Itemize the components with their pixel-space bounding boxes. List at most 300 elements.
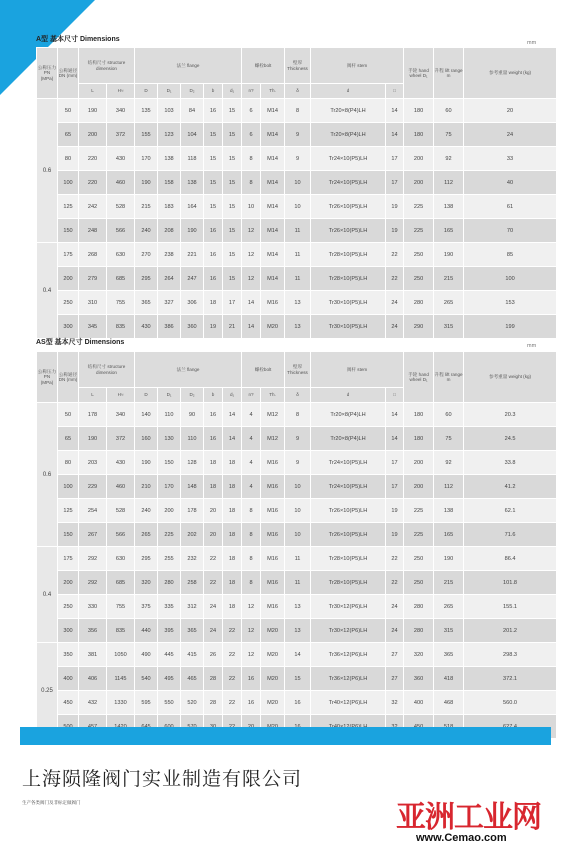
table-cell: 90	[181, 403, 204, 427]
table-cell: 9	[285, 123, 311, 147]
table-cell: 520	[181, 691, 204, 715]
table-cell: 20	[204, 523, 223, 547]
table-as	[36, 351, 557, 739]
table-row	[37, 499, 557, 523]
table-cell: M16	[261, 571, 285, 595]
table-cell: 20	[204, 499, 223, 523]
table-cell: 190	[434, 547, 464, 571]
table-cell: 170	[158, 475, 181, 499]
table-cell: 265	[434, 595, 464, 619]
site-logo: 亚洲工业网	[396, 800, 541, 835]
table-cell: 630	[107, 243, 135, 267]
table-cell: Tr30×10(P5)LH	[311, 291, 386, 315]
table-cell: 306	[181, 291, 204, 315]
table-cell: 220	[79, 147, 107, 171]
table-cell: 28	[204, 667, 223, 691]
table-cell: 15	[204, 195, 223, 219]
table-cell: 19	[386, 219, 404, 243]
table-cell: Tr30×12(P6)LH	[311, 619, 386, 643]
table-cell: 215	[434, 267, 464, 291]
header-weight: 参考重量 weight (kg)	[464, 48, 557, 99]
table-cell: 200	[58, 571, 79, 595]
table-cell: 18	[204, 475, 223, 499]
table-row	[37, 147, 557, 171]
table-cell: 8	[285, 403, 311, 427]
table-cell: 17	[386, 475, 404, 499]
table-cell: 9	[285, 451, 311, 475]
table-cell: 200	[404, 171, 434, 195]
table-cell: 150	[58, 523, 79, 547]
table-cell: M14	[261, 267, 285, 291]
table-cell: 22	[386, 571, 404, 595]
table-cell: 160	[135, 427, 158, 451]
table-cell: Tr20×8(P4)LH	[311, 403, 386, 427]
company-name: 上海陨隆阀门实业制造有限公司	[22, 768, 303, 790]
table-cell: 10	[285, 171, 311, 195]
subheader-cell: □	[386, 84, 404, 99]
table-cell: 16	[204, 243, 223, 267]
table-cell: 254	[79, 499, 107, 523]
table-cell: 330	[79, 595, 107, 619]
table-row	[37, 547, 557, 571]
table-cell: 14	[223, 403, 242, 427]
header-dn: 公称通径 DN (mm)	[58, 48, 79, 99]
table-cell: 381	[79, 643, 107, 667]
subheader-cell: H≈	[107, 84, 135, 99]
table-cell: M20	[261, 691, 285, 715]
table-row	[37, 619, 557, 643]
table-cell: 208	[158, 219, 181, 243]
table-cell: 15	[223, 123, 242, 147]
table-cell: 300	[58, 619, 79, 643]
table-cell: 148	[181, 475, 204, 499]
table-cell: 27	[386, 643, 404, 667]
table-cell: 200	[404, 147, 434, 171]
table-row	[37, 427, 557, 451]
table-cell: 180	[404, 403, 434, 427]
subheader-cell: D₁	[158, 84, 181, 99]
table-cell: 40	[464, 171, 557, 195]
table-cell: 138	[158, 147, 181, 171]
table-cell: 125	[58, 195, 79, 219]
table-a-unit: mm	[527, 40, 537, 46]
table-cell: 432	[79, 691, 107, 715]
table-cell: 22	[204, 547, 223, 571]
table-cell: 460	[107, 475, 135, 499]
table-cell: 19	[386, 195, 404, 219]
table-cell: 125	[58, 499, 79, 523]
table-cell: 14	[386, 123, 404, 147]
table-cell: 630	[107, 547, 135, 571]
table-cell: 75	[434, 427, 464, 451]
header-bolt: 螺栓bolt	[242, 352, 285, 388]
table-cell: 13	[285, 619, 311, 643]
table-cell: 75	[434, 123, 464, 147]
table-cell: Tr26×10(P5)LH	[311, 499, 386, 523]
table-cell: M14	[261, 147, 285, 171]
table-cell: 248	[79, 219, 107, 243]
table-cell: 11	[285, 571, 311, 595]
table-cell: M14	[261, 99, 285, 123]
table-cell: M16	[261, 291, 285, 315]
table-cell: 468	[434, 691, 464, 715]
header-range: 升程 lift range m	[434, 48, 464, 99]
table-cell: 60	[434, 403, 464, 427]
table-cell: 225	[404, 219, 434, 243]
table-cell: 138	[181, 171, 204, 195]
company-subtitle: 生产各类阀门及非标定做阀门	[22, 800, 81, 805]
table-cell: 12	[242, 243, 261, 267]
table-row	[37, 595, 557, 619]
table-cell: M14	[261, 195, 285, 219]
table-cell: 201.2	[464, 619, 557, 643]
table-cell: 295	[135, 547, 158, 571]
header-structure: 结构尺寸 structure dimension	[79, 352, 135, 388]
table-cell: 350	[58, 643, 79, 667]
table-cell: M20	[261, 315, 285, 339]
table-cell: 24	[204, 595, 223, 619]
table-cell: 221	[181, 243, 204, 267]
table-cell: 16	[204, 403, 223, 427]
table-cell: Tr20×8(P4)LH	[311, 427, 386, 451]
table-cell: 10	[285, 475, 311, 499]
table-cell: 265	[434, 291, 464, 315]
subheader-cell: H≈	[107, 388, 135, 403]
table-cell: 15	[285, 667, 311, 691]
table-cell: Tr40×12(P6)LH	[311, 691, 386, 715]
table-cell: 372	[107, 427, 135, 451]
table-cell: Tr28×10(P5)LH	[311, 571, 386, 595]
table-cell: 33	[464, 147, 557, 171]
table-cell: 190	[135, 171, 158, 195]
table-cell: 15	[204, 171, 223, 195]
table-cell: 100	[58, 475, 79, 499]
table-cell: 345	[79, 315, 107, 339]
table-cell: Tr24×10(P5)LH	[311, 451, 386, 475]
table-cell: Tr24×10(P5)LH	[311, 171, 386, 195]
table-cell: 18	[223, 499, 242, 523]
table-cell: 835	[107, 619, 135, 643]
table-cell: 11	[285, 219, 311, 243]
table-cell: 190	[135, 451, 158, 475]
table-cell: Tr24×10(P5)LH	[311, 147, 386, 171]
table-cell: 22	[223, 691, 242, 715]
table-cell: 128	[181, 451, 204, 475]
subheader-cell: D	[135, 388, 158, 403]
subheader-cell: n?	[242, 84, 261, 99]
table-cell: 12	[242, 267, 261, 291]
table-cell: 14	[285, 643, 311, 667]
table-cell: 406	[79, 667, 107, 691]
table-cell: Tr36×12(P6)LH	[311, 667, 386, 691]
table-cell: 247	[181, 267, 204, 291]
table-cell: 15	[223, 171, 242, 195]
table-cell: 250	[404, 547, 434, 571]
table-cell: 229	[79, 475, 107, 499]
table-cell: 15	[223, 243, 242, 267]
subheader-cell: Th.	[261, 388, 285, 403]
table-cell: 19	[204, 315, 223, 339]
table-cell: 100	[58, 171, 79, 195]
table-cell: Tr36×12(P6)LH	[311, 643, 386, 667]
table-cell: 340	[107, 99, 135, 123]
table-cell: 110	[158, 403, 181, 427]
table-cell: 178	[79, 403, 107, 427]
table-cell: 112	[434, 171, 464, 195]
table-cell: M14	[261, 123, 285, 147]
table-cell: 1330	[107, 691, 135, 715]
table-cell: 755	[107, 291, 135, 315]
table-cell: 15	[223, 219, 242, 243]
table-cell: M16	[261, 523, 285, 547]
table-cell: 242	[79, 195, 107, 219]
table-cell: 430	[107, 451, 135, 475]
table-cell: 11	[285, 243, 311, 267]
table-cell: 200	[404, 451, 434, 475]
table-cell: 540	[135, 667, 158, 691]
table-cell: 92	[434, 451, 464, 475]
table-cell: 835	[107, 315, 135, 339]
table-cell: 20	[464, 99, 557, 123]
table-cell: 24	[204, 619, 223, 643]
table-cell: 360	[181, 315, 204, 339]
table-cell: 16	[204, 99, 223, 123]
table-cell: 14	[242, 291, 261, 315]
header-handwheel: 手轮 hand wheel D₁	[404, 352, 434, 403]
table-cell: 50	[58, 99, 79, 123]
table-row	[37, 667, 557, 691]
table-cell: 6	[242, 99, 261, 123]
table-row	[37, 451, 557, 475]
table-cell: 200	[158, 499, 181, 523]
table-cell: 15	[204, 123, 223, 147]
subheader-cell: δ	[285, 84, 311, 99]
table-cell: 16	[204, 427, 223, 451]
table-cell: 200	[404, 475, 434, 499]
table-cell: 460	[107, 171, 135, 195]
table-cell: 180	[404, 427, 434, 451]
subheader-cell: b	[204, 388, 223, 403]
table-cell: 292	[79, 547, 107, 571]
table-cell: 10	[285, 195, 311, 219]
table-cell: 16	[204, 267, 223, 291]
table-cell: 298.3	[464, 643, 557, 667]
table-cell: 225	[404, 195, 434, 219]
subheader-cell: □	[386, 388, 404, 403]
table-cell: 415	[181, 643, 204, 667]
table-cell: 175	[58, 547, 79, 571]
table-cell: Tr20×8(P4)LH	[311, 123, 386, 147]
table-cell: 4	[242, 403, 261, 427]
table-cell: M20	[261, 667, 285, 691]
table-cell: 11	[285, 547, 311, 571]
table-cell: 150	[58, 219, 79, 243]
table-row	[37, 99, 557, 123]
table-cell: 4	[242, 427, 261, 451]
table-cell: 18	[223, 571, 242, 595]
table-cell: 203	[79, 451, 107, 475]
table-cell: 18	[223, 547, 242, 571]
table-cell: 190	[79, 99, 107, 123]
table-cell: Tr30×12(P6)LH	[311, 595, 386, 619]
table-cell: 103	[158, 99, 181, 123]
table-cell: 440	[135, 619, 158, 643]
table-cell: 250	[58, 595, 79, 619]
table-cell: 265	[135, 523, 158, 547]
subheader-cell: L	[79, 388, 107, 403]
table-cell: 300	[58, 315, 79, 339]
table-a	[36, 47, 557, 339]
table-cell: 372	[107, 123, 135, 147]
table-cell: 15	[223, 195, 242, 219]
table-cell: 12	[242, 619, 261, 643]
subheader-cell: δ	[285, 388, 311, 403]
table-cell: 14	[386, 427, 404, 451]
table-cell: 22	[204, 571, 223, 595]
table-header-row	[37, 352, 557, 388]
table-cell: 310	[79, 291, 107, 315]
header-pn: 公称压力 PN (MPa)	[37, 48, 58, 99]
table-cell: M20	[261, 643, 285, 667]
table-row	[37, 291, 557, 315]
table-header-row	[37, 48, 557, 84]
table-cell: 1050	[107, 643, 135, 667]
table-cell: 199	[464, 315, 557, 339]
header-flange: 法兰 flange	[135, 48, 242, 84]
table-cell: 19	[386, 523, 404, 547]
table-cell: 430	[135, 315, 158, 339]
table-cell: 17	[386, 451, 404, 475]
table-cell: 250	[58, 291, 79, 315]
table-cell: 22	[223, 619, 242, 643]
table-cell: 528	[107, 499, 135, 523]
table-cell: 10	[285, 523, 311, 547]
table-cell: 60	[434, 99, 464, 123]
table-cell: 140	[135, 403, 158, 427]
subheader-cell: d₁	[223, 388, 242, 403]
blue-band	[20, 727, 551, 745]
header-flange: 法兰 flange	[135, 352, 242, 388]
table-cell: 320	[404, 643, 434, 667]
header-bolt: 螺栓bolt	[242, 48, 285, 84]
table-cell: 165	[434, 219, 464, 243]
subheader-cell: D₁	[158, 388, 181, 403]
table-cell: M16	[261, 451, 285, 475]
table-cell: 264	[158, 267, 181, 291]
table-cell: 12	[242, 595, 261, 619]
table-cell: 280	[404, 291, 434, 315]
table-cell: 560.0	[464, 691, 557, 715]
table-cell: 84	[181, 99, 204, 123]
table-cell: 170	[135, 147, 158, 171]
table-cell: Tr28×10(P5)LH	[311, 267, 386, 291]
pn-cell: 0.4	[37, 547, 58, 643]
table-cell: 4	[242, 451, 261, 475]
table-cell: 258	[181, 571, 204, 595]
table-cell: M14	[261, 171, 285, 195]
table-cell: 280	[404, 595, 434, 619]
table-cell: 17	[386, 147, 404, 171]
table-cell: 41.2	[464, 475, 557, 499]
table-cell: 13	[285, 595, 311, 619]
table-cell: 18	[223, 595, 242, 619]
table-cell: 65	[58, 123, 79, 147]
table-cell: Tr26×10(P5)LH	[311, 523, 386, 547]
table-cell: 240	[135, 499, 158, 523]
table-cell: 566	[107, 523, 135, 547]
header-handwheel: 手轮 hand wheel D₁	[404, 48, 434, 99]
header-pn: 公称压力 PN (MPa)	[37, 352, 58, 403]
table-cell: 16	[242, 667, 261, 691]
table-cell: 255	[158, 547, 181, 571]
table-cell: 1145	[107, 667, 135, 691]
subheader-cell: D₂	[181, 84, 204, 99]
table-cell: 335	[158, 595, 181, 619]
table-cell: 150	[158, 451, 181, 475]
table-cell: M14	[261, 243, 285, 267]
header-dn: 公称通径 DN (mm)	[58, 352, 79, 403]
table-cell: 495	[158, 667, 181, 691]
table-cell: M12	[261, 403, 285, 427]
table-cell: 755	[107, 595, 135, 619]
table-cell: 14	[242, 315, 261, 339]
subheader-cell: Th.	[261, 84, 285, 99]
table-cell: 490	[135, 643, 158, 667]
table-cell: Tr28×10(P5)LH	[311, 243, 386, 267]
table-cell: 238	[158, 243, 181, 267]
table-cell: 465	[181, 667, 204, 691]
table-cell: 9	[285, 147, 311, 171]
table-cell: 180	[404, 99, 434, 123]
table-cell: 315	[434, 619, 464, 643]
table-row	[37, 195, 557, 219]
table-cell: 18	[204, 451, 223, 475]
table-cell: 365	[135, 291, 158, 315]
table-cell: 365	[181, 619, 204, 643]
subheader-cell: D	[135, 84, 158, 99]
table-cell: 202	[181, 523, 204, 547]
header-thickness: 壁厚 Thickness	[285, 48, 311, 84]
table-cell: 365	[434, 643, 464, 667]
table-cell: 100	[464, 267, 557, 291]
table-cell: 16	[242, 691, 261, 715]
table-cell: 61	[464, 195, 557, 219]
table-cell: 24.5	[464, 427, 557, 451]
table-row	[37, 315, 557, 339]
table-cell: 8	[242, 523, 261, 547]
table-cell: 14	[386, 99, 404, 123]
table-cell: 14	[386, 403, 404, 427]
table-cell: 445	[158, 643, 181, 667]
table-cell: 32	[386, 691, 404, 715]
table-cell: 85	[464, 243, 557, 267]
header-thickness: 壁厚 Thickness	[285, 352, 311, 388]
table-cell: 112	[434, 475, 464, 499]
table-cell: 290	[404, 315, 434, 339]
table-cell: 16	[204, 219, 223, 243]
table-cell: 375	[135, 595, 158, 619]
subheader-cell: n?	[242, 388, 261, 403]
table-row	[37, 219, 557, 243]
table-row	[37, 691, 557, 715]
subheader-cell: d	[311, 84, 386, 99]
table-cell: 18	[204, 291, 223, 315]
site-url[interactable]: www.Cemao.com	[416, 832, 507, 844]
table-cell: 292	[79, 571, 107, 595]
table-cell: 15	[204, 147, 223, 171]
table-cell: 80	[58, 147, 79, 171]
table-cell: 268	[79, 243, 107, 267]
